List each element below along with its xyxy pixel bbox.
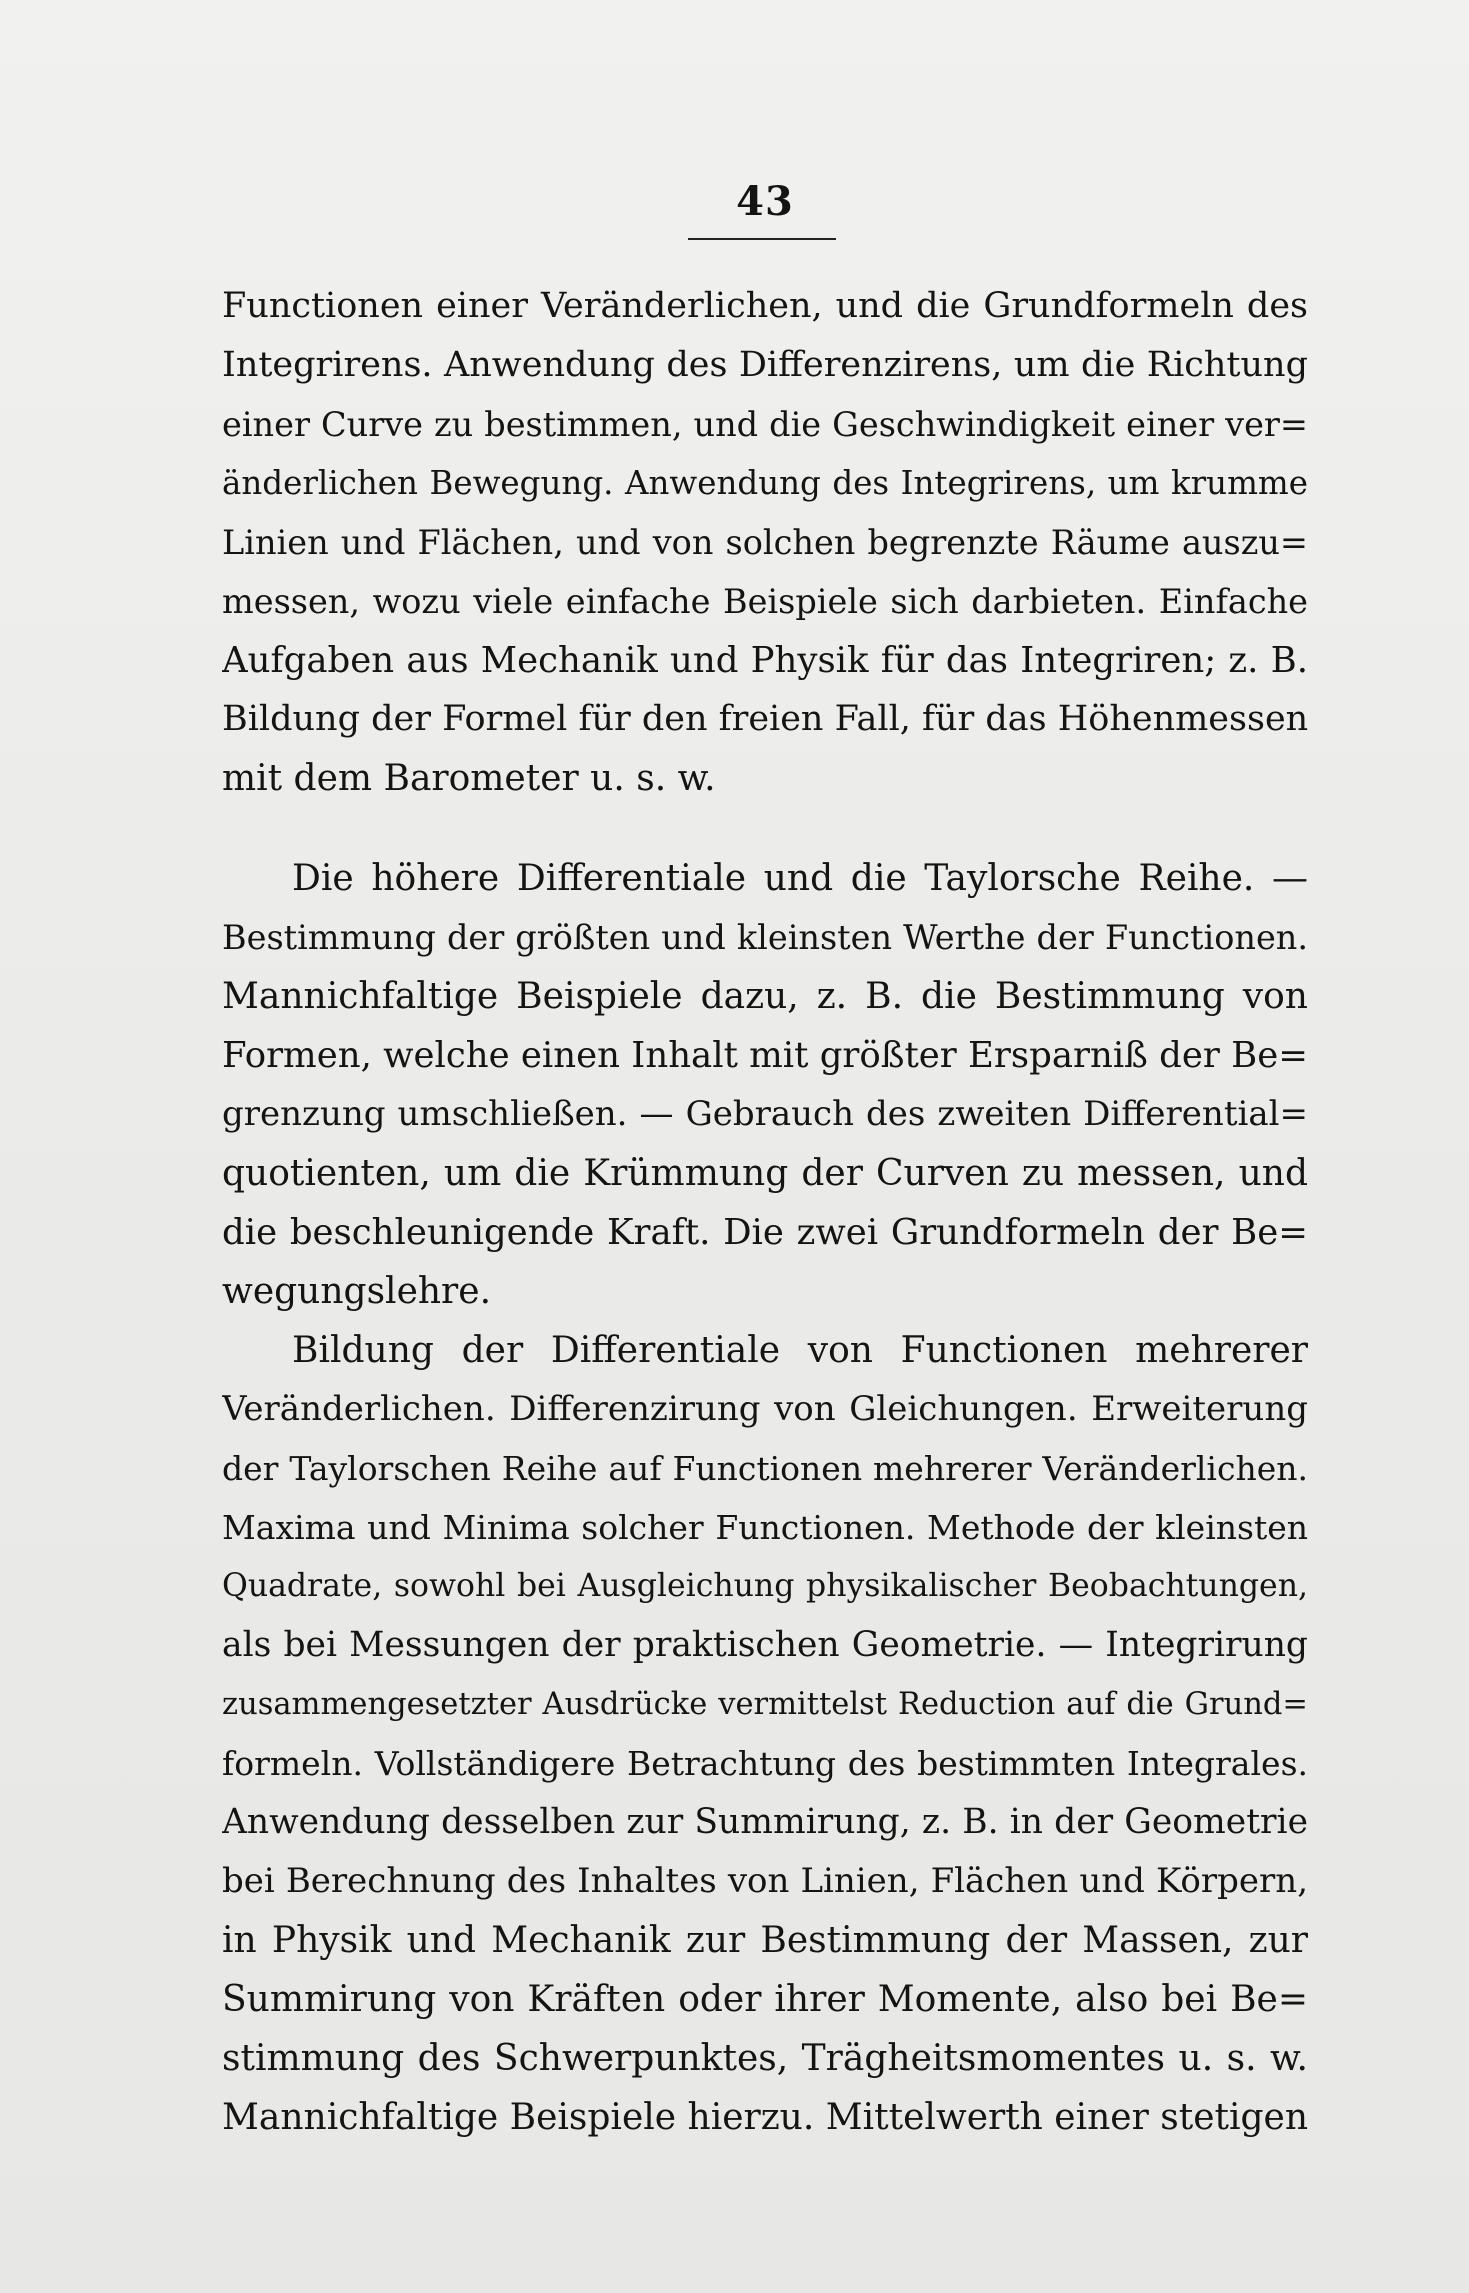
paragraph-1 — [222, 277, 1308, 808]
text-line: bei Berechnung des Inhaltes von Linien, Flächen und Körpern, — [222, 1861, 1308, 1901]
text-line: wegungslehre. — [222, 1271, 492, 1312]
text-line: Summirung von Kräften oder ihrer Momente, also bei Be= — [222, 1979, 1308, 2020]
text-line: Maxima und Minima solcher Functionen. Methode der kleinsten — [222, 1508, 1308, 1547]
text-line: der Taylorschen Reihe auf Functionen mehrerer Veränderlichen. — [222, 1449, 1308, 1488]
text-line: Bildung der Formel für den freien Fall, für das Höhenmessen — [222, 699, 1308, 739]
text-line: messen, wozu viele einfache Beispiele sich darbieten. Einfache — [222, 582, 1308, 621]
text-line: änderlichen Bewegung. Anwendung des Integrirens, um krumme — [222, 464, 1308, 502]
text-line: grenzung umschließen. — Gebrauch des zweiten Differential= — [222, 1094, 1308, 1134]
body-text — [222, 277, 1308, 2147]
text-line: Formen, welche einen Inhalt mit größter Ersparniß der Be= — [222, 1035, 1308, 1076]
text-line: Integrirens. Anwendung des Differenzirens, um die Richtung — [222, 345, 1308, 385]
text-line: formeln. Vollständigere Betrachtung des bestimmten Integrales. — [222, 1744, 1308, 1783]
text-line: Bestimmung der größten und kleinsten Werthe der Functionen. — [222, 918, 1308, 957]
text-line: zusammengesetzter Ausdrücke vermittelst Reduction auf die Grund= — [222, 1687, 1308, 1722]
text-line: Mannichfaltige Beispiele dazu, z. B. die Bestimmung von — [222, 976, 1308, 1017]
paragraph-2 — [222, 849, 1308, 1321]
text-line: mit dem Barometer u. s. w. — [222, 758, 716, 799]
text-line: Mannichfaltige Beispiele hierzu. Mittelwerth einer stetigen — [222, 2097, 1308, 2138]
text-line: Linien und Flächen, und von solchen begrenzte Räume auszu= — [222, 523, 1308, 562]
text-line: Veränderlichen. Differenzirung von Gleichungen. Erweiterung — [222, 1389, 1308, 1429]
paragraph-gap — [222, 808, 1308, 849]
text-line: Bildung der Differentiale von Functionen mehrerer — [292, 1330, 1308, 1371]
text-line: Die höhere Differentiale und die Taylorsche Reihe. — — [292, 858, 1308, 899]
text-line: stimmung des Schwerpunktes, Trägheitsmomentes u. s. w. — [222, 2038, 1308, 2079]
header-rule — [688, 238, 836, 240]
text-line: Aufgaben aus Mechanik und Physik für das Integriren; z. B. — [222, 640, 1308, 681]
text-line: quotienten, um die Krümmung der Curven zu messen, und — [222, 1153, 1308, 1194]
text-line: in Physik und Mechanik zur Bestimmung der Massen, zur — [222, 1920, 1308, 1961]
paragraph-3 — [222, 1321, 1308, 2147]
text-line: als bei Messungen der praktischen Geometrie. — Integrirung — [222, 1625, 1308, 1665]
text-line: die beschleunigende Kraft. Die zwei Grundformeln der Be= — [222, 1212, 1308, 1253]
page-number: 43 — [736, 178, 794, 225]
text-line: einer Curve zu bestimmen, und die Geschwindigkeit einer ver= — [222, 405, 1308, 444]
text-line: Quadrate, sowohl bei Ausgleichung physikalischer Beobachtungen, — [222, 1568, 1308, 1604]
text-line: Functionen einer Veränderlichen, und die Grundformeln des — [222, 286, 1308, 326]
text-line: Anwendung desselben zur Summirung, z. B. in der Geometrie — [222, 1802, 1308, 1842]
